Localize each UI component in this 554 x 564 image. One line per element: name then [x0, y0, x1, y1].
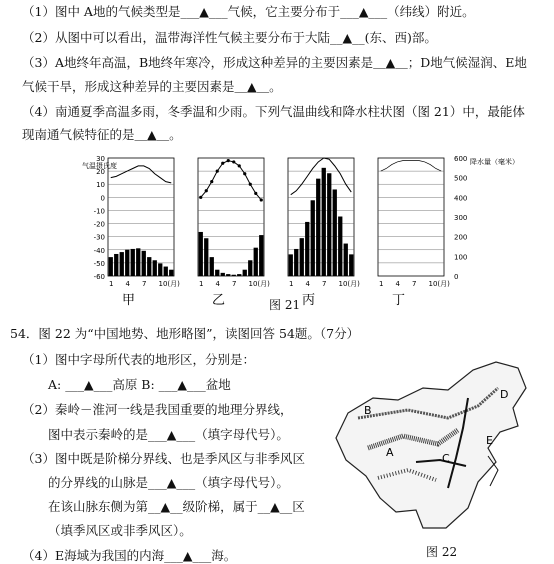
precip-bar: [210, 257, 214, 276]
precip-bar: [254, 248, 258, 276]
precip-bar: [248, 260, 252, 276]
panel-label: 甲: [122, 293, 136, 308]
map-label-d: D: [500, 388, 509, 401]
q53-part2: （2）从图中可以看出，温带海洋性气候主要分布于大陆__▲__(东、西)部。: [22, 30, 437, 45]
left-axis-title: 气温摄氏度: [82, 162, 117, 170]
month-tick-label: 4: [395, 280, 400, 288]
precip-bar: [349, 254, 353, 276]
left-tick-label: -50: [93, 259, 105, 268]
temperature-point: [249, 183, 252, 186]
precip-bar: [294, 249, 298, 276]
temperature-point: [232, 160, 235, 163]
figure-21-climate-charts: [78, 148, 519, 318]
q53-part3b: 气候干旱，形成这种差异的主要因素是＿▲＿。: [22, 79, 282, 94]
left-tick-label: -60: [93, 273, 105, 281]
map-label-a: A: [386, 446, 394, 459]
precip-bar: [259, 235, 263, 276]
q54-part3a: （3）图中既是阶梯分界线、也是季风区与非季风区: [22, 451, 305, 466]
temperature-point: [238, 164, 241, 167]
map-label-c: C: [442, 452, 450, 465]
q54-part2a: （2）秦岭－淮河一线是我国重要的地理分界线，: [22, 402, 293, 417]
panel-label: 丁: [392, 293, 406, 308]
precip-bar: [158, 263, 162, 276]
month-tick-label: 1: [199, 280, 204, 288]
temperature-point: [221, 162, 224, 165]
precip-bar: [120, 252, 124, 276]
right-tick-label: 500: [454, 174, 468, 183]
temperature-point: [254, 192, 257, 195]
left-tick-label: -30: [93, 233, 105, 242]
figure-21-caption: 图 21: [269, 298, 301, 312]
left-tick-label: 20: [96, 168, 105, 177]
temperature-point: [199, 196, 202, 199]
precip-bar: [327, 173, 331, 276]
right-tick-label: 300: [454, 214, 468, 222]
temperature-point: [227, 159, 230, 162]
precip-bar: [344, 244, 348, 276]
precip-bar: [199, 232, 203, 276]
left-tick-label: -10: [93, 207, 105, 216]
precip-bar: [316, 179, 320, 276]
temperature-point: [210, 180, 213, 183]
precip-bar: [232, 275, 236, 276]
right-tick-label: 0: [454, 273, 459, 281]
precip-bar: [125, 250, 129, 276]
month-tick-label: 7: [412, 280, 417, 288]
month-tick-label: 4: [305, 280, 310, 288]
map-label-b: B: [364, 404, 372, 417]
q53-part3a: （3）A地终年高温，B地终年寒冷，形成这种差异的主要因素是＿▲＿；D地气候湿润、E地: [22, 55, 527, 70]
month-tick-label: 10(月): [338, 280, 360, 288]
month-tick-label: 10(月): [158, 280, 180, 288]
temperature-point: [205, 189, 208, 192]
precip-bar: [153, 260, 157, 276]
figure-22-china-map: [328, 358, 538, 538]
precip-bar: [109, 257, 113, 276]
precip-bar: [131, 249, 135, 276]
q54-part1b: A: ___▲___高原 B: ___▲___盆地: [48, 377, 231, 392]
temperature-point: [243, 172, 246, 175]
month-tick-label: 1: [379, 280, 384, 288]
precip-bar: [226, 274, 230, 276]
map-label-e: E: [486, 434, 493, 447]
precip-bar: [221, 273, 225, 276]
left-tick-label: -20: [93, 220, 105, 229]
precip-bar: [142, 251, 146, 276]
right-axis-title: 降水量（毫米）: [470, 158, 519, 166]
precip-bar: [164, 267, 168, 276]
month-tick-label: 10(月): [428, 280, 450, 288]
panel-label: 乙: [212, 293, 226, 308]
precip-bar: [322, 168, 326, 276]
precip-bar: [215, 270, 219, 276]
month-tick-label: 1: [289, 280, 294, 288]
precip-bar: [289, 254, 293, 276]
month-tick-label: 4: [215, 280, 220, 288]
precip-bar: [204, 238, 208, 276]
precip-bar: [338, 217, 342, 276]
precip-bar: [114, 254, 118, 276]
precip-bar: [147, 257, 151, 276]
q54-part1: （1）图中字母所代表的地形区，分别是：: [22, 352, 255, 367]
month-tick-label: 1: [109, 280, 114, 288]
month-tick-label: 10(月): [248, 280, 270, 288]
left-tick-label: 0: [100, 194, 105, 203]
right-tick-label: 400: [454, 194, 468, 203]
right-tick-label: 200: [454, 233, 468, 242]
q53-part4a: （4）南通夏季高温多雨，冬季温和少雨。下列气温曲线和降水柱状图（图 21）中，最能体: [22, 104, 525, 119]
china-outline: [336, 362, 526, 528]
panel-label: 丙: [302, 293, 316, 308]
precip-bar: [243, 270, 247, 276]
right-tick-label: 600: [454, 155, 468, 163]
q53-part4b: 现南通气候特征的是＿▲＿。: [22, 127, 182, 142]
precip-bar: [237, 274, 241, 276]
month-tick-label: 7: [322, 280, 327, 288]
q54-part3c: 在该山脉东侧为第__▲__级阶梯，属于__▲__区: [48, 499, 305, 514]
q54-part2b: 图中表示秦岭的是___▲___（填字母代号）。: [48, 427, 289, 442]
figure-22-caption: 图 22: [426, 545, 458, 559]
q53-part1: （1）图中 A地的气候类型是___▲___气候，它主要分布于___▲___（纬线）附近。: [22, 4, 475, 19]
q54-part3b: 的分界线的山脉是___▲___（填字母代号）。: [48, 475, 289, 490]
precip-bar: [305, 222, 309, 276]
precip-bar: [136, 248, 140, 276]
left-tick-label: -40: [93, 246, 105, 255]
q54-title: 54．图 22 为“中国地势、地形略图”，读图回答 54题。（7分）: [10, 326, 360, 341]
left-tick-label: 10: [96, 181, 105, 190]
precip-bar: [333, 189, 337, 276]
chart-panel-frame: [378, 158, 444, 276]
q54-part4: （4）E海域为我国的内海___▲___海。: [22, 548, 237, 563]
temperature-point: [216, 170, 219, 173]
month-tick-label: 7: [142, 280, 147, 288]
month-tick-label: 4: [125, 280, 130, 288]
q54-part3d: （填季风区或非季风区）。: [48, 523, 192, 538]
month-tick-label: 7: [232, 280, 237, 288]
precip-bar: [300, 238, 304, 276]
right-tick-label: 100: [454, 253, 468, 262]
left-tick-label: 30: [96, 155, 105, 163]
precip-bar: [169, 270, 173, 276]
precip-bar: [311, 200, 315, 276]
temperature-point: [260, 198, 263, 201]
